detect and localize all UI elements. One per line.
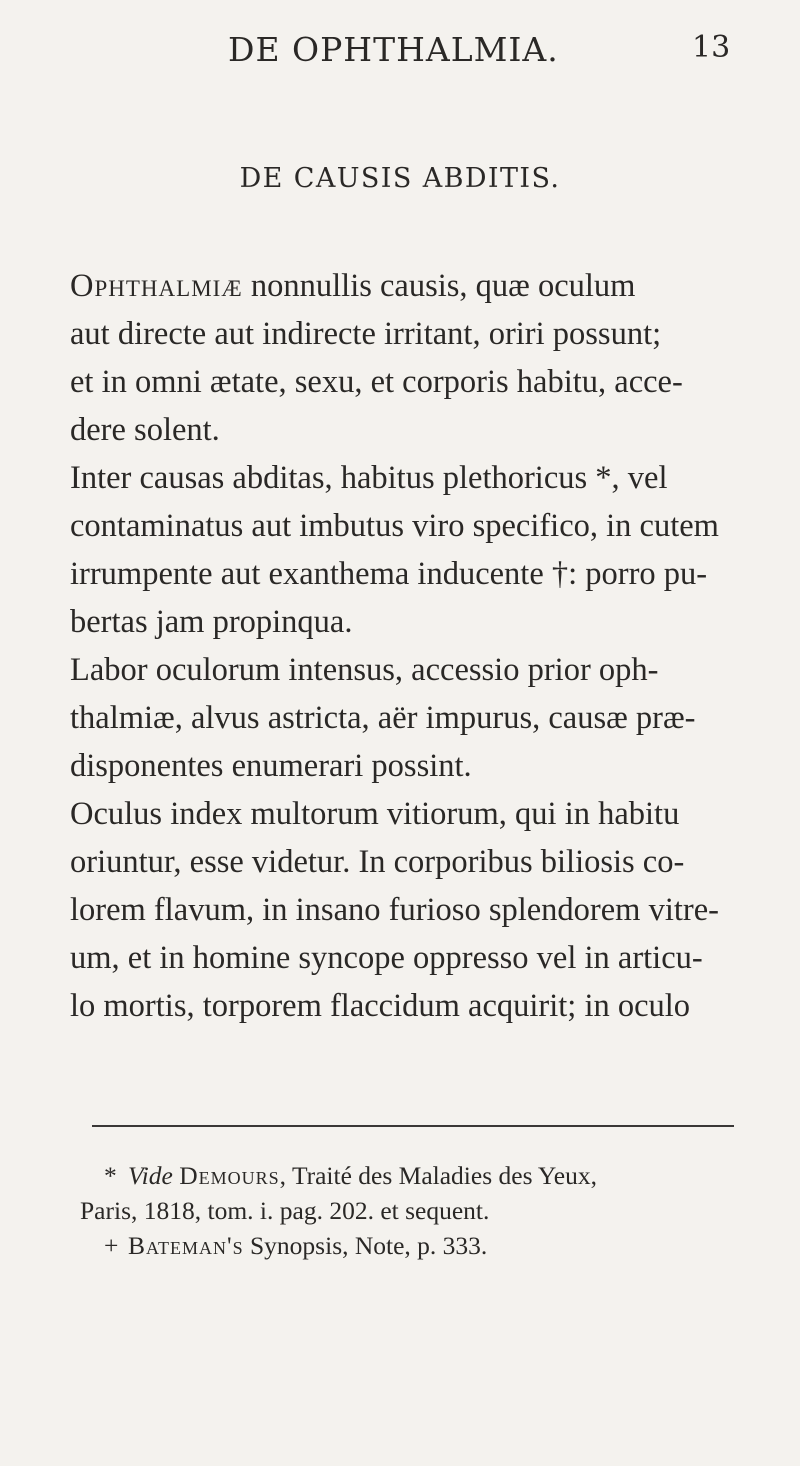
text-line: Oculus index multorum vitiorum, qui in habitu [70, 796, 680, 832]
text-line: oriuntur, esse videtur. In corporibus biliosis co- [70, 844, 685, 880]
text-line: contaminatus aut imbutus viro specifico, in cutem [70, 508, 719, 544]
text-line: Inter causas abditas, habitus plethoricus *, vel [70, 460, 668, 496]
paragraph-4 [70, 790, 740, 1030]
text-line: thalmiæ, alvus astricta, aër impurus, causæ præ- [70, 700, 696, 736]
text-span: , Traité des Maladies des Yeux, [279, 1161, 597, 1190]
text-line: disponentes enumerari possint. [70, 748, 472, 784]
text-line: aut directe aut indirecte irritant, oriri possunt; [70, 316, 662, 352]
body-text [70, 262, 740, 1030]
footnote-mark: * [104, 1161, 117, 1190]
footnotes [80, 1158, 750, 1263]
running-title: DE OPHTHALMIA. [228, 30, 559, 69]
paragraph-1 [70, 262, 740, 454]
text-line: lorem flavum, in insano furioso splendorem vitre- [70, 892, 719, 928]
page-number: 13 [692, 30, 731, 65]
footnote-1 [80, 1158, 750, 1228]
footnote-line: Paris, 1818, tom. i. pag. 202. et sequent. [80, 1196, 490, 1225]
text-line: irrumpente aut exanthema inducente †: porro pu- [70, 556, 708, 592]
footnote-2 [80, 1228, 750, 1263]
text-span: nonnullis causis, quæ oculum [242, 268, 636, 304]
text-line: Labor oculorum intensus, accessio prior oph- [70, 652, 659, 688]
text-span: Synopsis, Note, p. 333. [243, 1231, 488, 1260]
running-head [0, 30, 800, 74]
footnote-line [80, 1158, 750, 1193]
section-heading: DE CAUSIS ABDITIS. [239, 163, 561, 194]
text-line [70, 262, 740, 310]
text-line: lo mortis, torporem flaccidum acquirit; in oculo [70, 988, 691, 1024]
text-line: um, et in homine syncope oppresso vel in articu- [70, 940, 703, 976]
footnote-author: Demours [179, 1161, 280, 1190]
text-line: dere solent. [70, 412, 220, 448]
text-line: et in omni ætate, sexu, et corporis habitu, acce- [70, 364, 683, 400]
paragraph-2 [70, 454, 740, 646]
footnote-rule [92, 1125, 734, 1127]
lead-word: Ophthalmiæ [70, 268, 243, 304]
footnote-line [80, 1228, 750, 1263]
footnote-author: Bateman's [128, 1231, 244, 1260]
text-line: bertas jam propinqua. [70, 604, 353, 640]
footnote-vide: Vide [128, 1161, 173, 1190]
paragraph-3 [70, 646, 740, 790]
footnote-mark: + [104, 1231, 119, 1260]
